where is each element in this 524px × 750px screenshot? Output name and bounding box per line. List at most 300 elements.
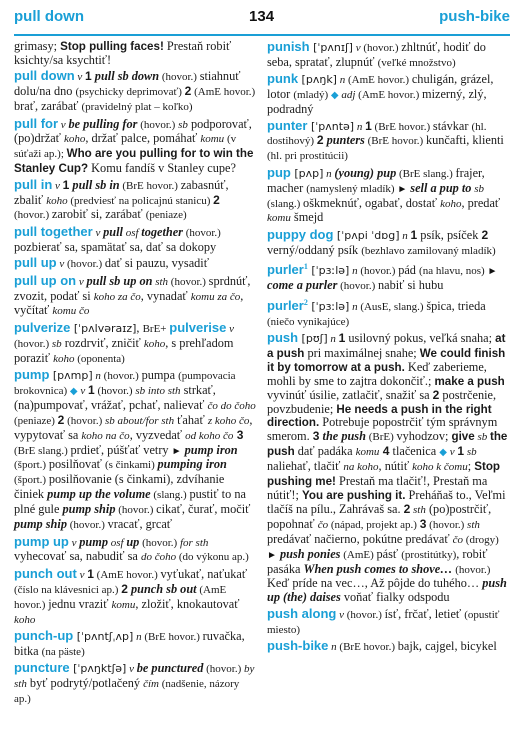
usage-label: (hl. pri prostitúcii) (267, 150, 348, 163)
sense-text: usilovný pokus, veľká snaha; (345, 331, 496, 345)
sense-text: brať, zarábať (14, 99, 82, 114)
phrase: pump iron (181, 442, 238, 457)
object-marker: osf (107, 536, 127, 549)
phrase: When push comes to shove… (303, 561, 453, 576)
headword: pup (267, 164, 291, 180)
sense-text: Keď príde na vec…, Až pôjde do tuhého… (267, 576, 483, 591)
object-marker: sb (464, 446, 477, 459)
phrase: come a purler (267, 278, 338, 293)
sense-text: , vypytovať sa (14, 412, 253, 442)
object-marker: sb (471, 182, 484, 195)
object-marker: sb into sth (135, 384, 181, 397)
dictionary-entry (14, 69, 257, 115)
phrase: together (141, 224, 183, 239)
headword: push (267, 330, 299, 345)
object-marker: sb about/for sth (105, 414, 175, 427)
phrase-arrow-icon: ► (171, 445, 182, 457)
headword: punch-up (14, 627, 74, 643)
part-of-speech: v (56, 258, 67, 271)
usage-label: (hovor.) (203, 663, 244, 676)
part-of-speech: n (349, 265, 361, 278)
usage-label: (BrE slang.) (396, 167, 456, 180)
dictionary-entry (267, 166, 510, 227)
dictionary-entry (14, 274, 257, 320)
usage-label: (hovor.) (346, 608, 385, 621)
dictionary-entry (14, 117, 257, 177)
usage-label: (BrE hovor.) (364, 135, 426, 148)
sense-text: zarobiť si, zarábať (51, 207, 146, 222)
sense-number: 2 (316, 133, 324, 148)
sense-text: frajer, macher (267, 165, 485, 195)
usage-label: (hovor.) (103, 370, 142, 383)
sense-text: vyhecovať sa, nabudiť sa (14, 549, 141, 564)
headword: puncture (14, 660, 70, 676)
usage-label: (BrE hovor.) (371, 120, 433, 133)
object-marker: komu (267, 212, 291, 225)
sense-text: naliehať, tlačiť (267, 459, 344, 474)
sense-text: verný/oddaný psík (267, 242, 362, 257)
object-marker: sth (467, 518, 480, 531)
entry-columns (14, 40, 510, 708)
usage-label: (hovor.) (14, 209, 52, 222)
phrase: pump ship (62, 502, 116, 517)
object-marker: sth (152, 275, 169, 288)
sense-number: 1 (88, 382, 95, 397)
usage-label: (hovor.) (66, 519, 108, 532)
sense-text: kunčafti, klienti (425, 133, 504, 148)
usage-label: (drogy) (463, 533, 499, 546)
example: We could finish it by tomorrow at a push. (267, 346, 506, 374)
sense-number: 1 (62, 177, 70, 192)
part-of-speech: n (354, 120, 366, 133)
headword: punch out (14, 565, 77, 581)
sense-text: oškmeknúť, ogabať, dostať (303, 195, 441, 210)
sense-text: špica, trieda (426, 298, 486, 313)
usage-label: (hovor.) (360, 265, 399, 278)
pronunciation: [ˈpʌntə] (307, 119, 355, 133)
object-marker: z koho čo (207, 414, 250, 427)
usage-label: (oponenta) (74, 352, 125, 365)
usage-label: (s činkami) (104, 459, 158, 472)
usage-label: (bezhlavo zamilovaný mladík) (361, 244, 496, 257)
headword: punter (267, 117, 308, 133)
sense-number: 1 (87, 566, 94, 581)
object-marker: od koho čo (185, 429, 234, 442)
part-of-speech: v (352, 42, 364, 54)
usage-label: (pravidelný plat – koľko) (81, 101, 193, 114)
diamond-icon: ◆ (69, 385, 78, 397)
right-column (267, 40, 510, 708)
page-number: 134 (249, 8, 275, 25)
usage-label: (BrE hovor.) (144, 630, 203, 643)
part-of-speech: v (76, 568, 88, 581)
sense-number: 2 (403, 501, 411, 516)
dictionary-entry (14, 321, 257, 367)
sense-text: šmejd (290, 210, 324, 225)
part-of-speech: n (349, 300, 361, 313)
pronunciation: [ˈpʌlvəraɪz] (70, 321, 137, 335)
sense-text: Prestaň ma tlačiť!, Prestaň ma nútiť!; (267, 474, 488, 502)
sense-number: 4 (379, 444, 390, 459)
phrase: pull (103, 224, 123, 239)
phrase: punch sb out (127, 581, 197, 596)
dictionary-entry (267, 40, 510, 71)
phrase: push ponies (276, 546, 341, 561)
sense-text: zhltnúť, hodiť do seba, spratať, zlupnúť (267, 40, 486, 69)
headword: pull down (14, 68, 75, 84)
sense-text: ťahať (174, 412, 208, 427)
object-marker: do čoho (140, 551, 177, 564)
sense-text: sprdnúť, zvozit, podať si (14, 273, 251, 303)
object-marker: koho (143, 337, 166, 350)
sense-number: 2 (213, 192, 220, 207)
sense-text: , vyčítať (14, 288, 244, 318)
phrase: push up (the) daises (267, 576, 507, 605)
part-of-speech: v (74, 71, 86, 84)
headword: pull together (14, 223, 93, 239)
sense-number: 3 (419, 516, 427, 531)
phrase: pumping iron (157, 457, 227, 472)
dictionary-entry (14, 178, 257, 224)
pronunciation: [pʌmp] (49, 369, 93, 383)
sense-text: dať si pauzu, vysadiť (104, 256, 209, 271)
headword: push-bike (267, 638, 329, 654)
object-marker: koho (440, 197, 462, 210)
object-marker: čo (452, 533, 464, 546)
dictionary-entry (14, 629, 257, 660)
object-marker: sb (474, 431, 490, 444)
part-of-speech: v (126, 663, 137, 676)
headword: purler (267, 297, 304, 313)
usage-label: (hovor.) (67, 258, 105, 271)
usage-label: (na hlavu, nos) (419, 265, 488, 278)
part-of-speech: n (399, 229, 411, 242)
part-of-speech: v (336, 608, 347, 621)
usage-label: (AmE hovor.) (347, 74, 412, 87)
diamond-icon: ◆ (330, 90, 339, 102)
dictionary-entry (14, 225, 257, 255)
object-marker: koho (46, 194, 68, 207)
sense-text: , vyzvedať (129, 427, 186, 442)
usage-label: (hl. dostihový) (267, 120, 487, 148)
example: Stop pushing me! (267, 460, 501, 489)
usage-label: (hovor.) (115, 504, 157, 517)
sense-number: 1 (365, 118, 372, 133)
sense-text: vyťukať, naťukať (160, 566, 248, 581)
usage-label: (veľké množstvo) (377, 56, 456, 69)
usage-label: (peniaze) (14, 414, 58, 427)
homograph-number: 2 (303, 297, 308, 307)
phrase: pump (79, 534, 108, 549)
object-marker: sb (178, 118, 188, 131)
usage-label: (prostitútky) (401, 548, 457, 561)
sense-text: , s prehľadom poraziť (14, 335, 234, 365)
usage-label: (BrE hovor.) (339, 641, 398, 654)
usage-label: (slang.) (150, 489, 190, 502)
sense-text: stávkar (432, 118, 472, 133)
diamond-icon: ◆ (439, 447, 447, 459)
usage-label: (AmE hovor.) (14, 583, 227, 611)
usage-label: (v súťaži ap.); (14, 133, 237, 161)
object-marker: koho (63, 133, 86, 146)
example: Who are you pulling for to win the Stanley Cup? (14, 147, 254, 176)
dictionary-entry (267, 119, 510, 165)
usage-label: (hovor.) (14, 337, 52, 350)
usage-label: (AmE hovor.) (93, 568, 161, 581)
usage-label: (namyslený mladík) (306, 182, 398, 195)
phrase: the push (319, 429, 366, 444)
sense-text: , robiť pasáka (267, 546, 488, 576)
sense-text: posilňovanie (s činkami), zdvíhanie činiek (14, 472, 225, 502)
usage-label: (predviesť na policajnú stanicu) (67, 194, 214, 207)
dictionary-entry (14, 567, 257, 628)
object-marker: for sth (179, 536, 209, 549)
usage-label: (do výkonu ap.) (176, 551, 249, 564)
sense-text: Potrebuje popostrčiť tým správnym smerom. (267, 415, 498, 444)
sense-number: 1 (338, 331, 346, 345)
part-of-speech: n (336, 74, 348, 87)
sense-text: pustiť to na plné gule (14, 487, 246, 517)
usage-label: (šport.) (14, 474, 49, 487)
dictionary-entry (267, 260, 510, 294)
usage-label: (AmE) (340, 548, 377, 561)
usage-label: (hovor.) (452, 563, 491, 576)
sense-text: jednu vraziť (48, 596, 112, 611)
sense-number: 2 (184, 84, 192, 99)
homograph-number: 1 (303, 262, 308, 272)
phrase: pump up the volume (47, 487, 151, 502)
sense-text: cikať, čurať, močiť (156, 502, 251, 517)
pronunciation: [ˈpʌpi ˈdɒg] (333, 228, 400, 242)
usage-label: (hovor.) (363, 42, 402, 54)
usage-label: (šport.) (14, 459, 49, 472)
sense-text: pumpa (141, 368, 179, 383)
phrase: pull sb up on (86, 273, 153, 288)
headword: pulverize (14, 319, 71, 335)
object-marker: by sth (14, 663, 255, 691)
usage-label: (AusE, slang.) (360, 300, 427, 313)
sense-number: 2 (57, 412, 65, 427)
sense-text: chuligán, grázel, lotor (267, 72, 494, 102)
usage-label: (slang.) (267, 197, 304, 210)
sense-text: predávať načierno, pokútne predávať (267, 531, 453, 546)
headword: puppy dog (267, 226, 334, 242)
usage-label: (hovor.) (182, 226, 221, 239)
object-marker: sb (51, 337, 62, 350)
last-headword: push-bike (439, 8, 510, 25)
sense-number: 2 (121, 581, 128, 596)
usage-label: BrE+ (142, 322, 170, 335)
usage-label: (BrE) (365, 431, 397, 444)
example: Stop pulling faces! (60, 40, 164, 53)
sense-text: stiahnuť dolu/na dno (14, 69, 241, 99)
sense-text: Prestaň robiť ksichty/sa ksychtiť! (14, 39, 232, 67)
usage-label: (hovor.) (159, 71, 200, 84)
entry-continuation (14, 40, 257, 68)
object-marker: komu za čo (190, 290, 241, 303)
object-marker: koho (53, 352, 75, 365)
left-column (14, 40, 257, 708)
object-marker: komu (355, 446, 380, 459)
example: give (451, 430, 475, 444)
usage-label: (AmE hovor.) (358, 89, 423, 102)
phrase: sell a pup to (407, 180, 472, 195)
dictionary-entry (267, 639, 510, 655)
usage-label: (pumpovacia brokovnica) (14, 370, 236, 397)
headword: pump (14, 367, 50, 383)
object-marker: koho (14, 613, 36, 626)
usage-label: (hovor.) (137, 118, 179, 131)
pronunciation: [ˈpʌnɪʃ] (309, 41, 353, 54)
sense-text: , nútiť (378, 459, 413, 474)
sense-text: strkať, (na)pumpovať, vrážať, pchať, nalievať (14, 382, 216, 412)
sense-text: , držať palce, pomáhať (85, 131, 201, 146)
sense-text: byť podrytý/potlačený (26, 676, 144, 691)
dictionary-entry (267, 607, 510, 638)
sense-text: ruvačka, bitka (14, 628, 245, 658)
usage-label: (opustiť miesto) (267, 608, 500, 636)
part-of-speech: v (226, 322, 234, 335)
dictionary-entry (14, 661, 257, 707)
sense-text: tlačenica (389, 444, 440, 459)
part-of-speech: n (92, 370, 104, 383)
sense-text: vracať, grcať (107, 517, 173, 532)
sense-text: Preháňaš to., Veľmi tlačíš na pílu., Zahrávaš sa. (267, 487, 506, 516)
phrase: up (126, 534, 140, 549)
sense-number: 1 (410, 227, 418, 242)
object-marker: koho za čo (93, 290, 141, 303)
headword: pull up on (14, 272, 77, 288)
part-of-speech: v (447, 446, 458, 459)
object-marker: komu (200, 133, 225, 146)
sense-text: , zložiť, knokautovať (135, 596, 240, 611)
part-of-speech: n (327, 333, 339, 345)
phrase: pull sb down (91, 69, 160, 84)
usage-label: (mladý) (293, 89, 331, 102)
example: at a push (267, 332, 506, 360)
phrase: punters (323, 133, 365, 148)
dictionary-entry (267, 331, 510, 605)
usage-label: (hovor.) (64, 414, 105, 427)
part-of-speech: v (77, 384, 88, 397)
usage-label: (psychicky deprimovať) (75, 86, 185, 99)
part-of-speech: v (52, 179, 63, 192)
sense-text: nabiť si hubu (378, 278, 444, 293)
sense-text: pri maximálnej snahe; (304, 345, 420, 360)
pronunciation: [ˈpʌŋktʃə] (69, 662, 127, 676)
part-of-speech: adj (338, 89, 359, 102)
headword: pulverise (169, 319, 227, 335)
headword: punk (267, 71, 299, 87)
object-marker: na koho (343, 461, 379, 474)
pronunciation: [pʊʃ] (298, 332, 328, 345)
object-marker: koho k čomu (412, 461, 468, 474)
sense-text: , (136, 320, 143, 335)
object-marker: koho na čo (81, 429, 130, 442)
part-of-speech: n (323, 167, 335, 180)
part-of-speech: v (68, 536, 80, 549)
sense-number: 1 (457, 444, 465, 459)
phrase: (young) pup (334, 165, 397, 180)
usage-label: (číslo na klávesnici ap.) (14, 583, 122, 596)
sense-text: , vynadať (140, 288, 191, 303)
part-of-speech: v (76, 275, 87, 288)
phrase: be punctured (136, 661, 204, 676)
sense-text: ísť, frčať, letieť (384, 606, 465, 621)
object-marker: čím (143, 678, 159, 691)
object-marker: komu (111, 598, 136, 611)
sense-text: Keď zaberieme, mohli by sme to zajtra dokončiť.; (267, 359, 487, 388)
sense-text: voňať fialky odspodu (340, 590, 450, 605)
usage-label: (peniaze) (145, 209, 187, 222)
phrase-arrow-icon: ► (487, 266, 498, 278)
sense-text: grimasy; (14, 39, 61, 53)
usage-label: (hovor.) (337, 280, 378, 293)
usage-label: (hovor.) (168, 275, 209, 288)
part-of-speech: v (58, 118, 69, 131)
sense-text: podporovať, (po)držať (14, 116, 252, 146)
dictionary-entry (267, 296, 510, 330)
object-marker: čo (317, 518, 329, 531)
sense-text: bajk, cajgel, bicykel (397, 639, 497, 654)
sense-text: vyvinúť úsilie, zatlačiť, snažiť sa (267, 387, 433, 402)
sense-text: zabasnúť, zbaliť (14, 177, 229, 207)
sense-number: 2 (481, 227, 489, 242)
example: You are pushing it. (301, 488, 406, 502)
headword: pull in (14, 176, 53, 192)
part-of-speech: v (92, 226, 104, 239)
usage-label: (AmE hovor.) (191, 86, 256, 99)
headword: pull for (14, 115, 59, 131)
usage-label: (BrE hovor.) (119, 179, 181, 192)
part-of-speech: n (328, 641, 340, 654)
sense-text: pád (398, 263, 420, 278)
pronunciation: [ˈpʌntʃˌʌp] (73, 629, 134, 643)
object-marker: komu čo (52, 305, 90, 318)
pronunciation: [ˈpɜːlə] (307, 299, 350, 313)
sense-number: 3 (312, 429, 320, 444)
sense-text: postrčenie, povzbudenie; (267, 387, 497, 416)
sense-text: Komu fandíš v Stanley cupe? (88, 161, 236, 176)
sense-text: vyhodzov; (396, 429, 452, 444)
usage-label: (na päste) (41, 645, 85, 658)
pronunciation: [pʌŋk] (298, 73, 337, 87)
sense-text: dať padáka (294, 444, 356, 459)
sense-text: , predať (461, 195, 501, 210)
usage-label: (hovor.) (94, 384, 136, 397)
dictionary-entry (267, 72, 510, 117)
example: He needs a push in the right direction. (267, 402, 492, 430)
phrase: be pulling for (68, 116, 138, 131)
dictionary-entry (14, 256, 257, 272)
sense-text: pásť (376, 546, 402, 561)
part-of-speech: n (133, 630, 145, 643)
sense-text: prdieť, púšťať vetry (70, 442, 172, 457)
example: make a push (434, 374, 505, 388)
headword: punish (267, 39, 310, 54)
sense-text: rozdrviť, zničiť (61, 335, 144, 350)
pronunciation: [ˈpɜːlə] (307, 264, 350, 278)
dictionary-entry (14, 368, 257, 533)
headword: purler (267, 262, 304, 278)
sense-text: pozbierať sa, spamätať sa, dať sa dokopy (14, 239, 217, 254)
sense-text: (po)postrčiť, popohnať (267, 501, 492, 531)
first-headword: pull down (14, 8, 84, 25)
usage-label: (hovor.) (139, 536, 180, 549)
object-marker: osf (122, 226, 142, 239)
sense-number: 3 (233, 427, 244, 442)
dictionary-entry (14, 535, 257, 566)
